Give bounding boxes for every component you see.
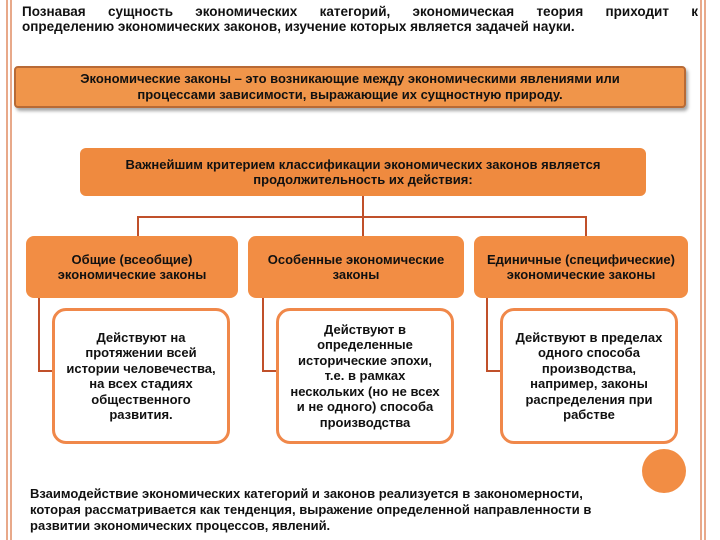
criterion-box	[80, 148, 646, 196]
category-singular	[474, 236, 688, 298]
category-special-title-2: законы	[332, 267, 380, 282]
right-frame-border	[700, 0, 706, 540]
desc-singular-line: рабстве	[563, 407, 615, 422]
desc-singular-line: например, законы	[530, 376, 648, 391]
desc-special-line: т.е. в рамках	[324, 368, 406, 384]
category-general	[26, 236, 238, 298]
category-singular-title-2: экономические законы	[506, 267, 656, 282]
definition-line-2: процессами зависимости, выражающие их сущностную природу.	[137, 87, 563, 102]
bracket-line-3	[486, 298, 488, 370]
bracket-line-2	[262, 298, 264, 370]
definition-box	[14, 66, 686, 108]
connector-trunk	[362, 196, 364, 217]
desc-general-line: истории человечества,	[66, 360, 216, 376]
desc-special	[276, 308, 454, 444]
definition-line-1: Экономические законы – это возникающие между экономическими явлениями или	[80, 71, 620, 86]
desc-singular	[500, 308, 678, 444]
category-general-title-1: Общие (всеобщие)	[71, 252, 193, 267]
connector-branch-1	[137, 216, 139, 236]
connector-branch-2	[362, 216, 364, 236]
category-general-title-2: экономические законы	[57, 267, 207, 282]
category-special-title-1: Особенные экономические	[267, 252, 445, 267]
category-special	[248, 236, 464, 298]
desc-special-line: нескольких (но не всех	[290, 383, 440, 399]
bracket-hook-2	[262, 370, 276, 372]
category-singular-title-1: Единичные (специфические)	[487, 252, 675, 267]
desc-general	[52, 308, 230, 444]
desc-special-line: Действуют в	[324, 321, 406, 337]
desc-singular-line: одного способа	[538, 345, 640, 360]
desc-general-line: Действуют на	[96, 329, 186, 345]
criterion-line-1: Важнейшим критерием классификации экономических законов является	[125, 157, 601, 172]
intro-line-1: Познавая сущность экономических категорий, экономическая теория приходит к	[22, 4, 698, 19]
desc-general-line: на всех стадиях	[89, 376, 193, 391]
desc-general-line: протяжении всей	[85, 345, 197, 360]
desc-singular-line: распределения при	[525, 391, 653, 407]
desc-singular-line: Действуют в пределах	[515, 329, 663, 345]
desc-special-line: определенные	[317, 337, 413, 353]
bracket-hook-3	[486, 370, 500, 372]
desc-special-line: производства	[319, 414, 411, 430]
criterion-line-2: продолжительность их действия:	[253, 172, 473, 187]
bracket-hook-1	[38, 370, 52, 372]
desc-special-line: исторические эпохи,	[298, 352, 432, 368]
desc-general-line: развития.	[109, 407, 173, 422]
desc-special-line: и не одного) способа	[296, 399, 434, 415]
left-frame-border	[6, 0, 12, 540]
connector-branch-3	[585, 216, 587, 236]
desc-singular-line: производства,	[541, 360, 637, 376]
summary-line-1: Взаимодействие экономических категорий и законов реализуется в закономерности,	[30, 486, 583, 501]
intro-text	[22, 4, 698, 34]
bracket-line-1	[38, 298, 40, 370]
intro-line-2: определению экономических законов, изучение которых является задачей науки.	[22, 19, 575, 34]
summary-line-3: развитии экономических процессов, явлений.	[30, 518, 331, 533]
summary-line-2: которая рассматривается как тенденция, выражение определенной направленности в	[30, 502, 592, 517]
desc-general-line: общественного	[91, 391, 191, 407]
summary-text	[30, 486, 650, 534]
